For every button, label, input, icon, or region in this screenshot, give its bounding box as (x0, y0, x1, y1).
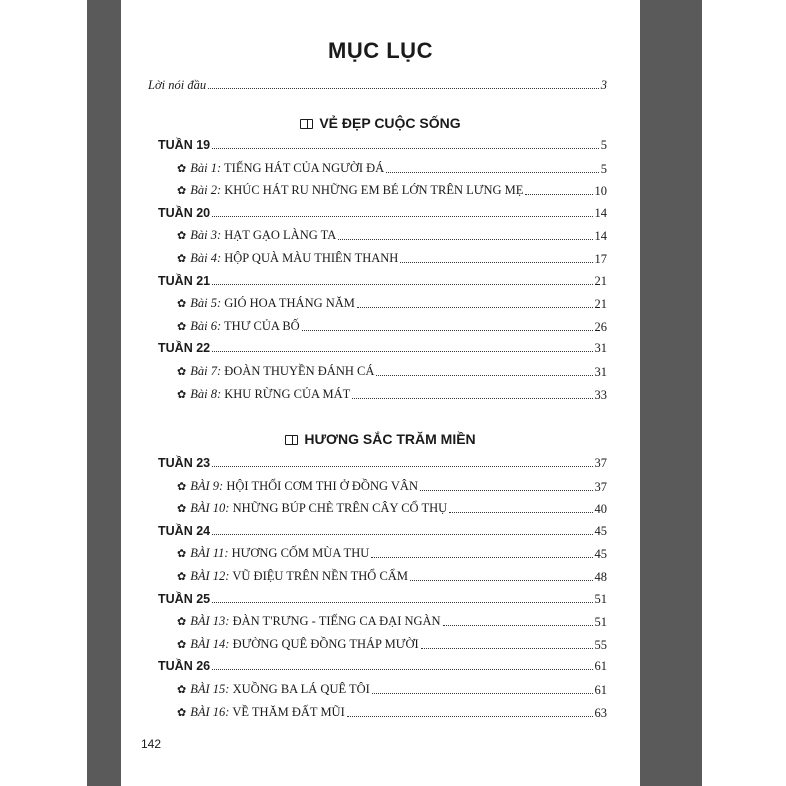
toc-entry-lesson[interactable] (177, 569, 607, 584)
toc-entry-lesson[interactable] (177, 637, 607, 652)
toc-entry-week[interactable] (158, 524, 607, 538)
toc-entry-lesson[interactable] (177, 251, 607, 266)
lesson-page: 37 (594, 479, 607, 494)
toc-entry-intro[interactable] (148, 78, 607, 92)
lesson-page: 14 (594, 229, 607, 244)
toc-entry-lesson[interactable] (177, 228, 607, 243)
week-label: TUẦN 21 (158, 273, 211, 288)
lesson-page: 33 (594, 387, 607, 402)
week-page: 45 (594, 523, 607, 538)
toc-entry-lesson[interactable] (177, 682, 607, 697)
week-page: 21 (594, 273, 607, 288)
week-label: TUẦN 19 (158, 138, 211, 152)
lesson-number: BÀI 16: (190, 704, 230, 719)
lesson-number: Bài 8: (190, 386, 222, 401)
lesson-page: 61 (594, 683, 607, 697)
lesson-title: HẠT GẠO LÀNG TA (224, 228, 337, 243)
lesson-number: Bài 2: (190, 183, 222, 198)
lesson-title: VỀ THĂM ĐẤT MŨI (232, 704, 345, 719)
leader-dots (212, 534, 592, 535)
week-label: TUẦN 25 (158, 591, 211, 606)
leader-dots (212, 669, 592, 670)
flower-icon: ✿ (177, 638, 187, 651)
leader-dots (443, 625, 593, 626)
section-heading (121, 115, 640, 131)
lesson-number: BÀI 9: (190, 478, 224, 493)
flower-icon: ✿ (177, 162, 187, 175)
lesson-title: NHỮNG BÚP CHÈ TRÊN CÂY CỔ THỤ (232, 501, 448, 516)
leader-dots (338, 239, 592, 240)
week-label: TUẦN 20 (158, 205, 211, 220)
leader-dots (212, 216, 592, 217)
toc-entry-lesson[interactable] (177, 705, 607, 720)
toc-entry-lesson[interactable] (177, 614, 607, 629)
leader-dots (212, 284, 592, 285)
leader-dots (347, 716, 593, 717)
lesson-number: Bài 1: (190, 160, 222, 175)
toc-entry-week[interactable] (158, 592, 607, 606)
flower-icon: ✿ (177, 571, 187, 583)
left-margin-bar (87, 0, 121, 786)
toc-entry-lesson[interactable] (177, 479, 607, 494)
flower-icon: ✿ (177, 388, 187, 401)
leader-dots (352, 398, 592, 399)
lesson-number: BÀI 11: (190, 546, 229, 561)
lesson-number: BÀI 13: (190, 614, 230, 629)
right-margin-bar (640, 0, 702, 786)
lesson-number: Bài 7: (190, 364, 222, 378)
leader-dots (371, 557, 592, 558)
leader-dots (410, 580, 593, 581)
lesson-number: BÀI 15: (190, 682, 230, 696)
toc-entry-lesson[interactable] (177, 546, 607, 561)
lesson-title: ĐÀN T'RƯNG - TIẾNG CA ĐẠI NGÀN (232, 614, 441, 629)
lesson-number: Bài 4: (190, 251, 222, 265)
lesson-title: HỘP QUÀ MÀU THIÊN THANH (224, 251, 399, 265)
toc-entry-lesson[interactable] (177, 296, 607, 311)
lesson-page: 21 (594, 297, 607, 312)
lesson-number: BÀI 12: (190, 569, 230, 583)
flower-icon: ✿ (177, 706, 187, 719)
leader-dots (421, 648, 593, 649)
toc-entry-week[interactable] (158, 274, 607, 288)
toc-entry-lesson[interactable] (177, 501, 607, 516)
lesson-number: BÀI 10: (190, 501, 230, 516)
week-label: TUẦN 24 (158, 523, 211, 538)
book-icon (300, 119, 313, 129)
toc-entry-lesson[interactable] (177, 319, 607, 334)
flower-icon: ✿ (177, 480, 187, 493)
toc-entry-week[interactable] (158, 138, 607, 152)
leader-dots (212, 351, 592, 352)
toc-entry-week[interactable] (158, 341, 607, 355)
leader-dots (400, 262, 592, 263)
lesson-page: 5 (600, 161, 607, 176)
toc-entry-lesson[interactable] (177, 161, 607, 176)
book-icon (285, 435, 298, 445)
flower-icon: ✿ (177, 616, 187, 629)
page-title: MỤC LỤC (328, 38, 433, 63)
lesson-page: 17 (594, 252, 607, 266)
lesson-page: 26 (594, 319, 607, 334)
flower-icon: ✿ (177, 298, 187, 311)
section-heading (121, 431, 640, 447)
lesson-title: THƯ CỦA BỐ (224, 318, 300, 333)
leader-dots (302, 330, 593, 331)
leader-dots (208, 88, 599, 89)
page-number: 142 (141, 737, 162, 751)
toc-entry-week[interactable] (158, 659, 607, 673)
leader-dots (420, 490, 593, 491)
flower-icon: ✿ (177, 366, 187, 378)
leader-dots (376, 375, 592, 376)
leader-dots (212, 602, 592, 603)
toc-entry-week[interactable] (158, 456, 607, 470)
lesson-number: Bài 3: (190, 228, 222, 243)
week-label: TUẦN 22 (158, 341, 211, 356)
lesson-title: GIÓ HOA THÁNG NĂM (224, 296, 355, 311)
flower-icon: ✿ (177, 230, 187, 243)
lesson-page: 10 (594, 184, 607, 199)
leader-dots (525, 194, 592, 195)
toc-entry-lesson[interactable] (177, 364, 607, 379)
lesson-title: HƯƠNG CỐM MÙA THU (231, 546, 370, 561)
lesson-title: ĐOÀN THUYỀN ĐÁNH CÁ (224, 364, 375, 378)
lesson-page: 45 (594, 547, 607, 562)
lesson-page: 48 (594, 570, 607, 584)
lesson-number: BÀI 14: (190, 636, 230, 651)
lesson-title: VŨ ĐIỆU TRÊN NỀN THỔ CẨM (232, 569, 408, 583)
lesson-title: KHÚC HÁT RU NHỮNG EM BÉ LỚN TRÊN LƯNG MẸ (224, 183, 524, 198)
intro-page: 3 (600, 78, 607, 92)
intro-label: Lời nói đầu (148, 78, 207, 92)
toc-entry-lesson[interactable] (177, 183, 607, 198)
lesson-title: ĐƯỜNG QUÊ ĐỒNG THÁP MƯỜI (232, 636, 419, 651)
flower-icon: ✿ (177, 548, 187, 561)
leader-dots (449, 512, 592, 513)
lesson-page: 40 (594, 502, 607, 517)
section-heading-text: VẺ ĐẸP CUỘC SỐNG (319, 115, 461, 131)
lesson-title: TIẾNG HÁT CỦA NGƯỜI ĐÁ (224, 160, 385, 175)
lesson-title: XUỒNG BA LÁ QUÊ TÔI (232, 682, 370, 696)
lesson-page: 63 (594, 705, 607, 720)
section-heading-text: HƯƠNG SẮC TRĂM MIỀN (304, 431, 476, 447)
week-page: 14 (594, 205, 607, 220)
week-label: TUẦN 26 (158, 659, 211, 674)
flower-icon: ✿ (177, 684, 187, 696)
lesson-title: KHU RỪNG CỦA MÁT (224, 386, 351, 401)
flower-icon: ✿ (177, 253, 187, 265)
leader-dots (212, 466, 592, 467)
flower-icon: ✿ (177, 503, 187, 516)
lesson-page: 55 (594, 637, 607, 652)
lesson-page: 51 (594, 615, 607, 630)
leader-dots (212, 148, 599, 149)
lesson-number: Bài 6: (190, 318, 222, 333)
toc-entry-week[interactable] (158, 206, 607, 220)
leader-dots (357, 307, 593, 308)
flower-icon: ✿ (177, 185, 187, 198)
lesson-page: 31 (594, 365, 607, 379)
week-page: 51 (594, 591, 607, 606)
document-page (121, 0, 640, 786)
leader-dots (386, 172, 599, 173)
flower-icon: ✿ (177, 320, 187, 333)
lesson-number: Bài 5: (190, 296, 222, 311)
week-label: TUẦN 23 (158, 456, 211, 470)
leader-dots (372, 693, 593, 694)
week-page: 5 (600, 138, 607, 152)
week-page: 37 (594, 456, 607, 470)
lesson-title: HỘI THỔI CƠM THI Ở ĐỒNG VÂN (226, 478, 418, 493)
week-page: 31 (594, 341, 607, 356)
week-page: 61 (594, 659, 607, 674)
toc-entry-lesson[interactable] (177, 387, 607, 402)
